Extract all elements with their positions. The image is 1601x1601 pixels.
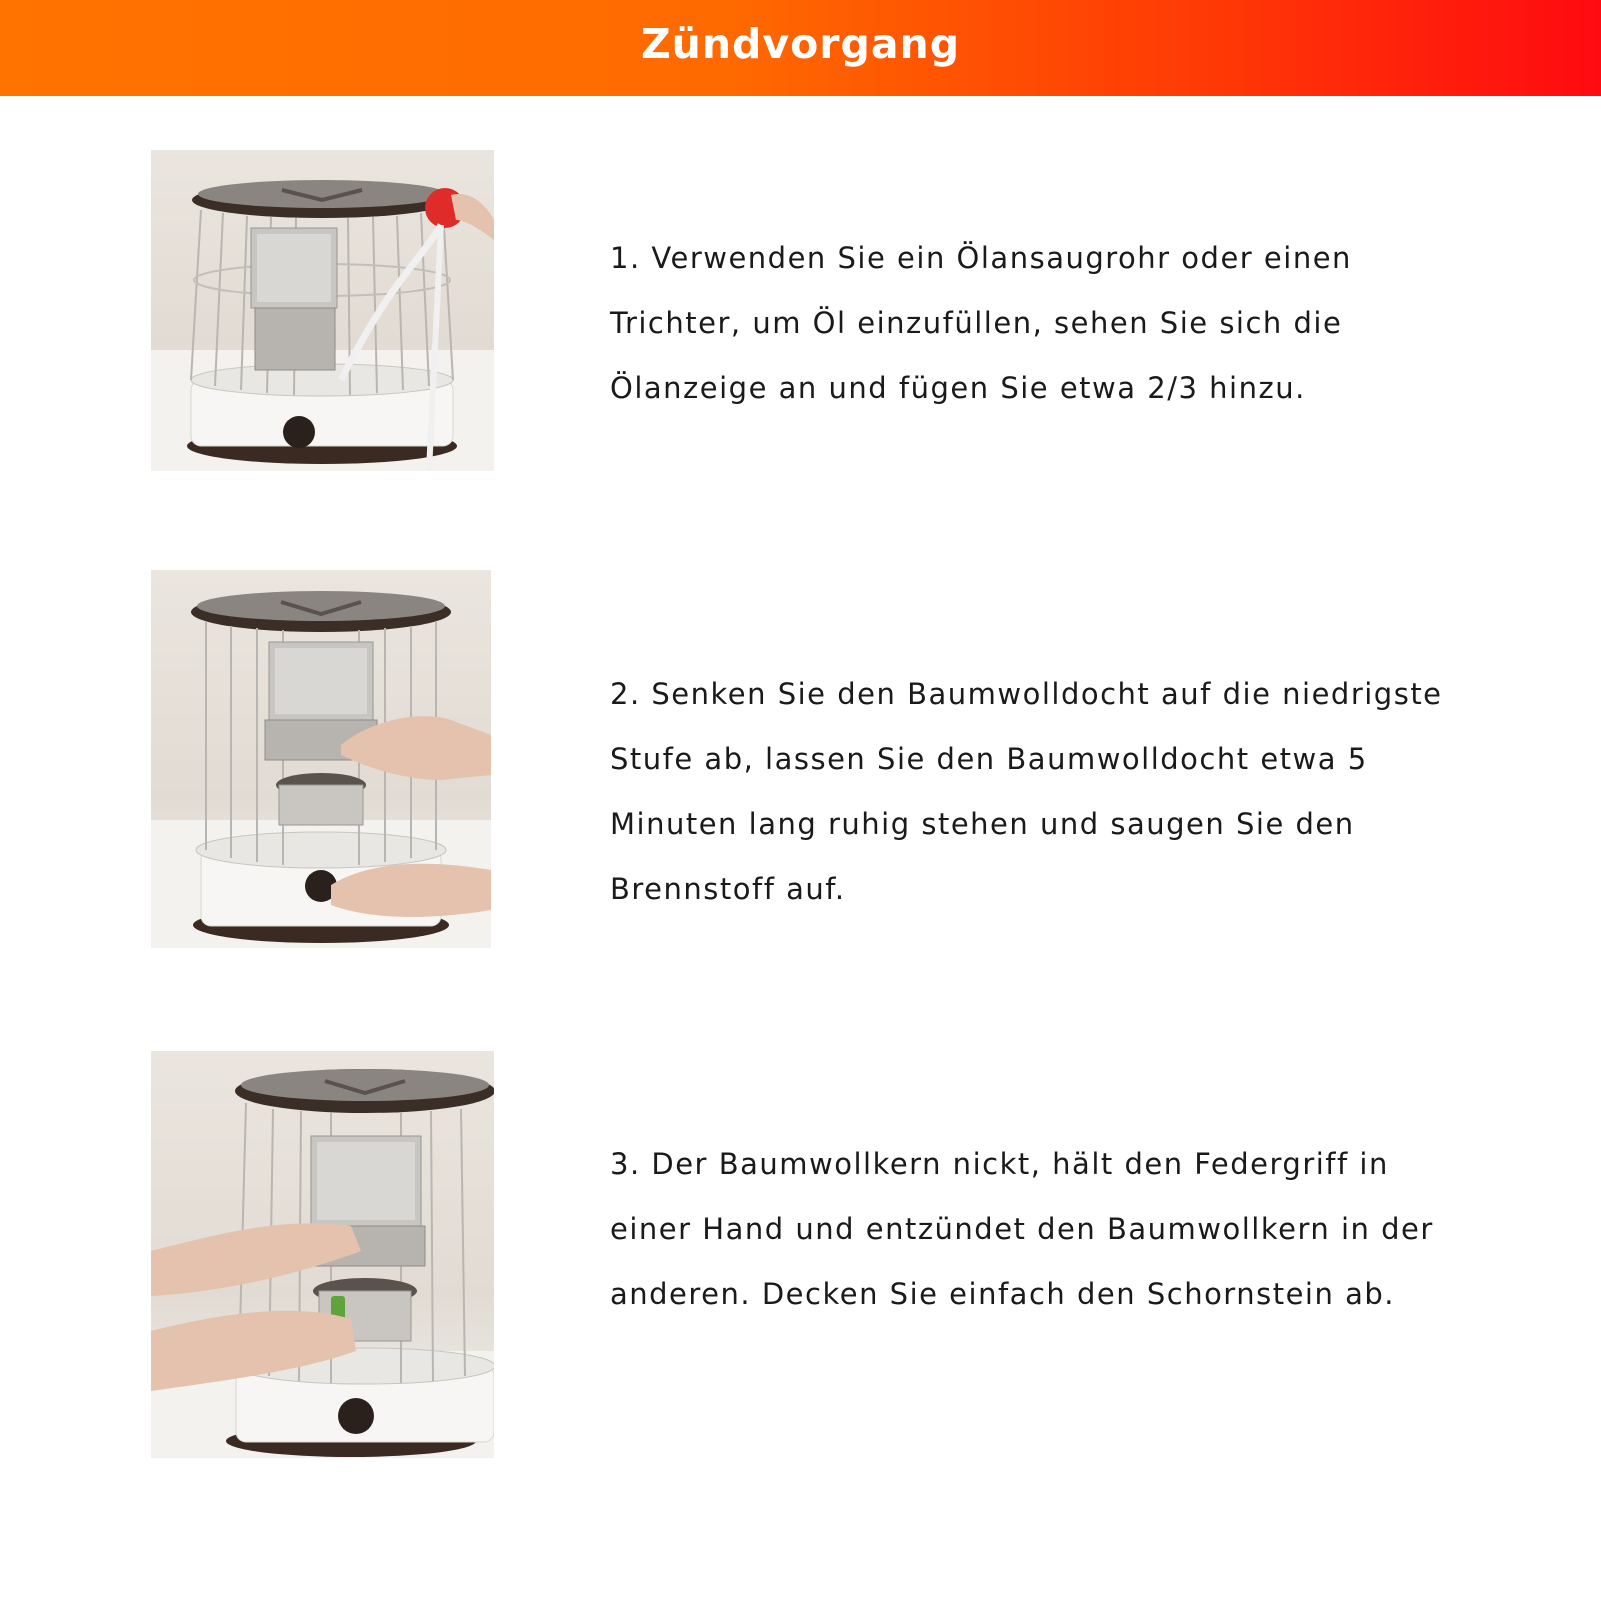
heater-ignite-wick-photo xyxy=(151,1051,494,1458)
step-2-line-1: 2. Senken Sie den Baumwolldocht auf die niedrigste xyxy=(610,677,1443,711)
step-3-line-2: einer Hand und entzündet den Baumwollkern in der xyxy=(610,1212,1434,1246)
step-1-line-3: Ölanzeige an und fügen Sie etwa 2/3 hinzu. xyxy=(610,371,1306,405)
header-banner xyxy=(0,0,1601,96)
step-3-line-1: 3. Der Baumwollkern nickt, hält den Federgriff in xyxy=(610,1147,1389,1181)
step-2-line-4: Brennstoff auf. xyxy=(610,872,846,906)
step-2-line-2: Stufe ab, lassen Sie den Baumwolldocht etwa 5 xyxy=(610,742,1368,776)
heater-fill-oil-photo xyxy=(151,150,494,471)
step-2-line-3: Minuten lang ruhig stehen und saugen Sie den xyxy=(610,807,1355,841)
page-title: Zündvorgang xyxy=(640,20,961,68)
step-1-line-2: Trichter, um Öl einzufüllen, sehen Sie sich die xyxy=(610,306,1343,340)
step-3-line-3: anderen. Decken Sie einfach den Schornstein ab. xyxy=(610,1277,1395,1311)
heater-lower-wick-photo xyxy=(151,570,491,948)
step-2-text xyxy=(610,662,1490,922)
step-1-line-1: 1. Verwenden Sie ein Ölansaugrohr oder einen xyxy=(610,241,1352,275)
step-1-text xyxy=(610,226,1490,421)
step-3-text xyxy=(610,1132,1490,1327)
